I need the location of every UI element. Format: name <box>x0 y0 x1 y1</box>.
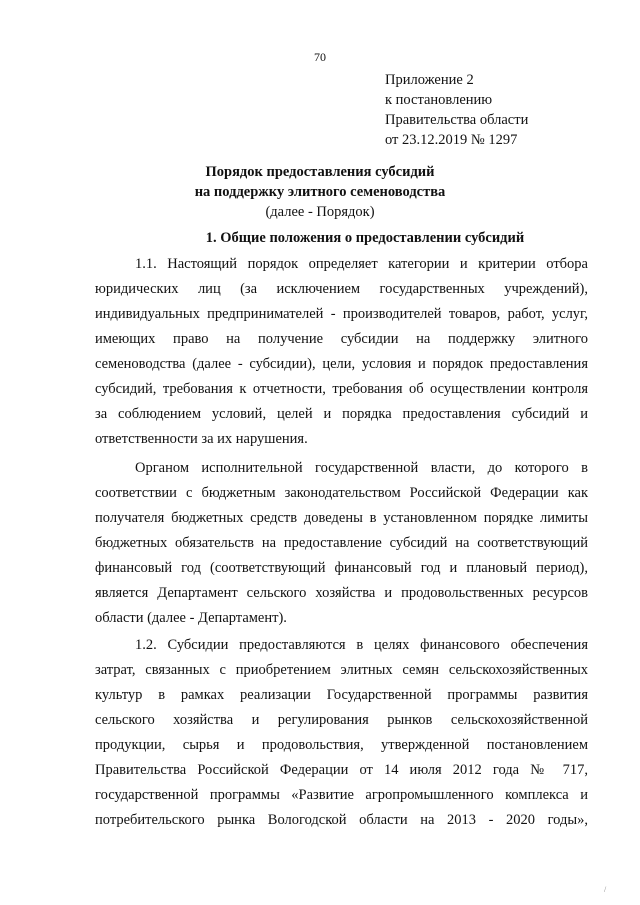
text-line: является Департамент сельского хозяйства и продовольственных ресурсов <box>95 585 588 601</box>
text-line: сельского хозяйства и регулирования рынков сельскохозяйственной <box>95 712 588 728</box>
page-number: 70 <box>314 50 326 64</box>
text-line: бюджетных обязательств на предоставление субсидий на соответствующий <box>95 535 588 551</box>
title-line-3: (далее - Порядок) <box>265 204 375 220</box>
appendix-line: к постановлению <box>385 92 493 108</box>
text-line: Правительства Российской Федерации от 14 июля 2012 года № 717, <box>95 762 588 778</box>
text-line: ответственности за их нарушения. <box>95 431 308 447</box>
appendix-block <box>385 70 528 150</box>
text-line: Органом исполнительной государственной власти, до которого в <box>135 460 588 476</box>
appendix-line: Приложение 2 <box>385 72 474 88</box>
text-line: потребительского рынка Вологодской области на 2013 - 2020 годы», <box>95 812 588 828</box>
text-line: затрат, связанных с приобретением элитных семян сельскохозяйственных <box>95 662 588 678</box>
section-heading: 1. Общие положения о предоставлении субсидий <box>205 230 525 246</box>
text-line: индивидуальных предпринимателей - производителей товаров, работ, услуг, <box>95 306 588 322</box>
text-line: государственной программы «Развитие агропромышленного комплекса и <box>95 787 588 803</box>
title-line-1: Порядок предоставления субсидий <box>205 164 435 180</box>
text-line: 1.2. Субсидии предоставляются в целях финансового обеспечения <box>135 637 588 653</box>
text-line: имеющих право на получение субсидии на поддержку элитного <box>95 331 588 347</box>
text-line: семеноводства (далее - субсидии), цели, условия и порядок предоставления <box>95 356 588 372</box>
text-line: 1.1. Настоящий порядок определяет категории и критерии отбора <box>135 256 588 272</box>
text-line: соответствии с бюджетным законодательством Российской Федерации как <box>95 485 588 501</box>
text-line: продукции, сырья и продовольствия, утвержденной постановлением <box>95 737 588 753</box>
text-line: субсидий, требования к отчетности, требования об осуществлении контроля <box>95 381 588 397</box>
appendix-line: Правительства области <box>385 112 529 128</box>
text-line: финансовый год (соответствующий финансовый год и плановый период), <box>95 560 588 576</box>
text-line: культур в рамках реализации Государственной программы развития <box>95 687 588 703</box>
text-line: области (далее - Департамент). <box>95 610 287 626</box>
text-line: получателя бюджетных средств доведены в установленном порядке лимиты <box>95 510 588 526</box>
appendix-line: от 23.12.2019 № 1297 <box>385 132 518 148</box>
text-line: юридических лиц (за исключением государственных учреждений), <box>95 281 588 297</box>
scan-mark: / <box>604 885 607 894</box>
title-line-2: на поддержку элитного семеноводства <box>194 184 446 200</box>
document-title <box>95 162 545 222</box>
text-line: за соблюдением условий, целей и порядка предоставления субсидий и <box>95 406 588 422</box>
